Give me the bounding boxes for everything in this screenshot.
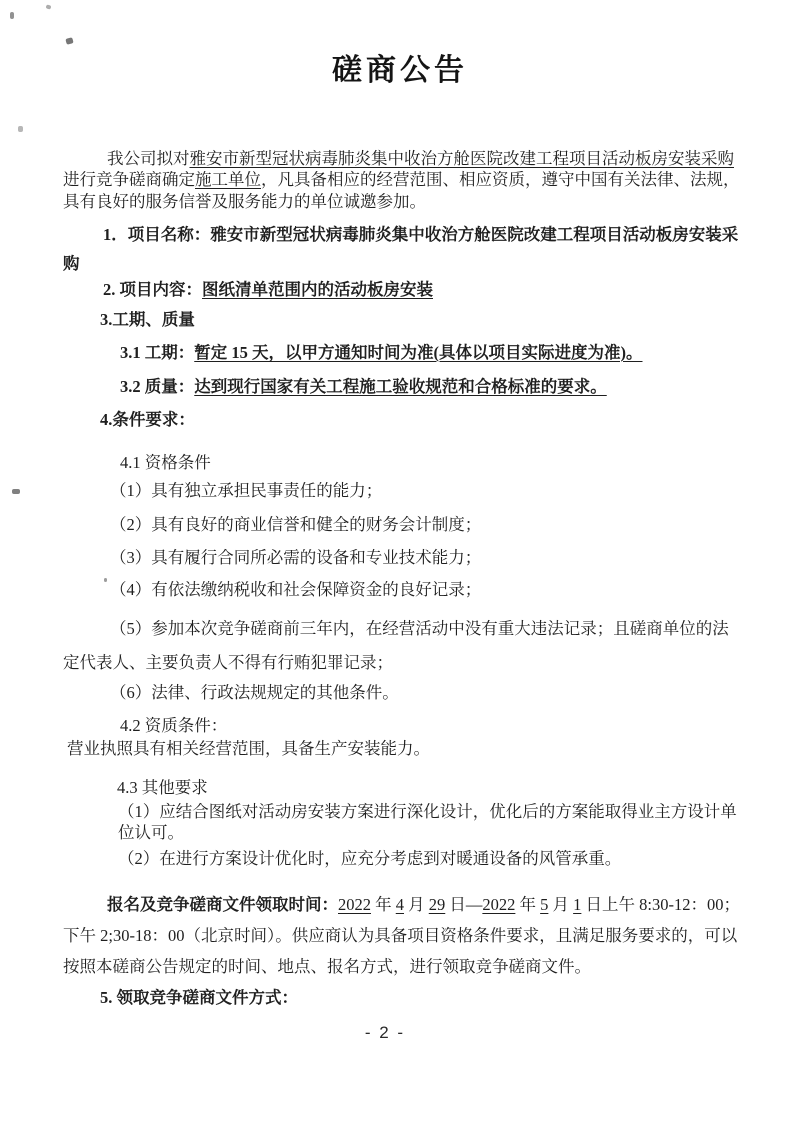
signup-time-paragraph (63, 889, 745, 982)
signup-label: 报名及竞争磋商文件领取时间： (107, 894, 338, 914)
signup-sep: 年 (515, 894, 541, 914)
signup-rest: 日上午 8:30-12：00；下午 2;30-18：00（北京时间）。供应商认为具备项目资格条件要求，且满足服务要求的，可以按照本磋商公告规定的时间、地点、报名方式，进行领取竞争磋商文件。 (63, 894, 740, 976)
qualification-condition-3: （3）具有履行合同所必需的设备和专业技术能力； (110, 547, 482, 567)
document-title: 磋商公告 (332, 54, 468, 87)
scan-speck (65, 37, 73, 45)
signup-month-1: 4 (395, 894, 404, 914)
item-3-1-duration (120, 342, 643, 364)
signup-sep: 日— (445, 894, 483, 914)
item-1-label: 1．项目名称： (103, 224, 211, 244)
item-4-1-heading: 4.1 资格条件 (120, 452, 211, 472)
signup-sep: 月 (404, 894, 429, 914)
qualification-condition-4: （4）有依法缴纳税收和社会保障资金的良好记录； (110, 579, 482, 599)
item-1-value: 雅安市新型冠状病毒肺炎集中收治方舱医院改建工程项目活动板房安装采购 (63, 224, 739, 273)
scan-speck (45, 4, 51, 9)
signup-day-1: 29 (428, 894, 446, 914)
item-4-3-heading: 4.3 其他要求 (117, 777, 208, 797)
scan-speck (12, 489, 20, 494)
scan-speck (18, 126, 23, 132)
other-requirement-2: （2）在进行方案设计优化时，应充分考虑到对暖通设备的风管承重。 (118, 848, 622, 868)
intro-text: ，凡具备相应的经营范围、相应资质，遵守中国有关法律、法规，具有良好的服务信誉及服务能力的单位诚邀参加。 (63, 170, 740, 212)
item-1-project-name (63, 220, 748, 278)
page-number: - 2 - (364, 1023, 406, 1042)
item-3-2-quality (120, 376, 607, 398)
construction-unit-underlined: 施工单位 (195, 170, 261, 190)
intro-text: 进行竞争磋商确定 (63, 170, 195, 190)
signup-year-1: 2022 (338, 894, 371, 914)
item-4-2-text: 营业执照具有相关经营范围，具备生产安装能力。 (67, 738, 430, 758)
signup-month-2: 5 (540, 894, 549, 914)
qualification-condition-2: （2）具有良好的商业信誉和健全的财务会计制度； (110, 514, 482, 534)
project-name-underlined: 雅安市新型冠状病毒肺炎集中收治方舱医院改建工程项目活动板房安装采购 (189, 148, 734, 168)
signup-sep: 年 (371, 894, 396, 914)
intro-text: 我公司拟对 (107, 148, 190, 168)
signup-day-2: 1 (573, 894, 582, 914)
item-3-heading: 3.工期、质量 (100, 309, 195, 329)
item-2-label: 2. 项目内容： (103, 279, 202, 299)
item-3-1-label: 3.1 工期： (120, 342, 195, 362)
signup-sep: 月 (548, 894, 574, 914)
item-3-2-value-underlined: 达到现行国家有关工程施工验收规范和合格标准的要求。 (194, 376, 607, 396)
qualification-condition-5: （5）参加本次竞争磋商前三年内，在经营活动中没有重大违法记录；且磋商单位的法定代表人、主要负责人不得有行贿犯罪记录； (63, 618, 729, 672)
item-5-heading: 5. 领取竞争磋商文件方式： (100, 987, 298, 1007)
item-3-1-value-underlined: 暂定 15 天，以甲方通知时间为准(具体以项目实际进度为准)。 (194, 342, 643, 362)
scan-speck (104, 578, 107, 582)
signup-year-2: 2022 (482, 894, 516, 914)
item-4-2-heading: 4.2 资质条件： (120, 715, 228, 735)
qualification-condition-1: （1）具有独立承担民事责任的能力； (110, 480, 383, 500)
item-4-heading: 4.条件要求： (100, 409, 195, 429)
item-3-2-label: 3.2 质量： (120, 376, 195, 396)
intro-paragraph (63, 148, 748, 213)
other-requirement-1: （1）应结合图纸对活动房安装方案进行深化设计，优化后的方案能取得业主方设计单位认可。 (118, 801, 737, 842)
item-2-value-underlined: 图纸清单范围内的活动板房安装 (202, 279, 433, 299)
item-2-project-content (103, 279, 433, 301)
qualification-condition-6: （6）法律、行政法规规定的其他条件。 (110, 682, 399, 702)
scan-speck (10, 12, 14, 19)
